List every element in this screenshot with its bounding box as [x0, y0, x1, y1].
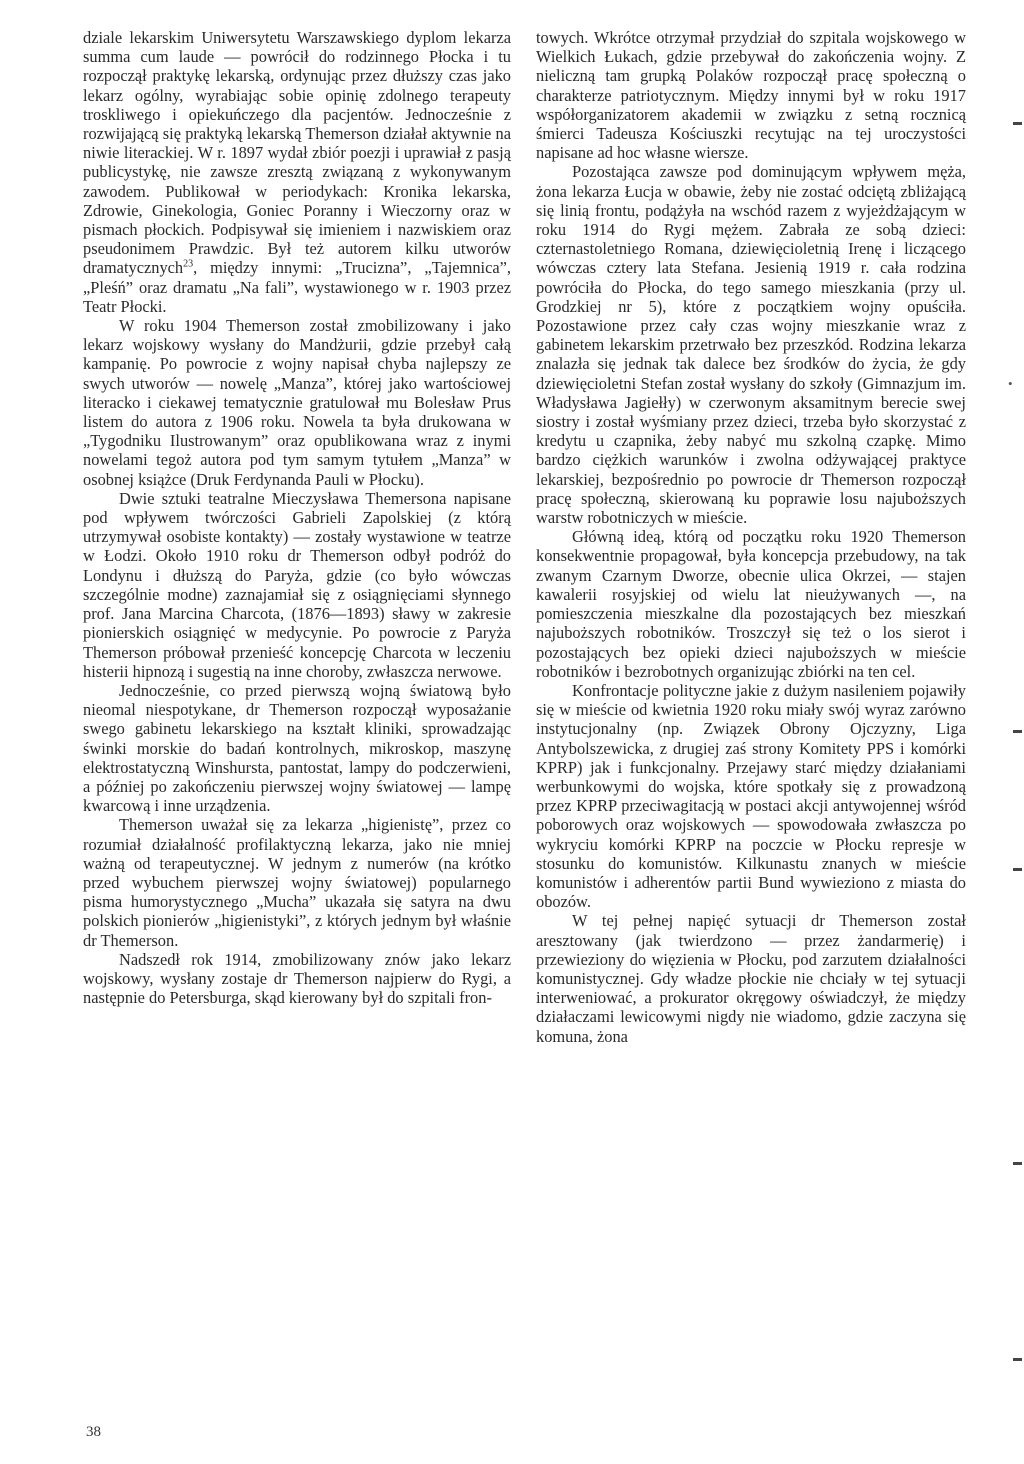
- paragraph: Konfrontacje polityczne jakie z dużym nasileniem pojawiły się w mieście od kwietnia 1920 roku miały swój wyraz zarówno instytucjonalny (np. Związek Obrony Ojczyzny, Liga Antybolszewicka, z drugiej zaś strony Komitety PPS i komórki KPRP) jak i funkcjonalny. Przejawy starć między działaniami werbunkowymi do wojska, które spotkały się z prowadzoną przez KPRP przeciwagitacją w postaci akcji antywojennej wśród poborowych oraz wojskowych — spowodowała zwłaszcza po wykryciu komórki KPRP na poczcie w Płocku represje w stosunku do komunistów. Kilkunastu znanych w mieście komunistów i adherentów partii Bund wywieziono z miasta do obozów.: [536, 680, 966, 912]
- paragraph: Dwie sztuki teatralne Mieczysława Themersona napisane pod wpływem twórczości Gabrieli Zapolskiej (z którą utrzymywał osobiste kontakty) — zostały wystawione w teatrze w Łodzi. Około 1910 roku dr Themerson odbył podróż do Londynu i dłuższą do Paryża, gdzie (co było wówczas szczególnie modne) zaznajamiał się z osiągnięciami słynnego prof. Jana Marcina Charcota, (1876—1893) sławy w zakresie pionierskich osiągnięć w medycynie. Po powrocie z Paryża Themerson próbował przenieść koncepcję Charcota w leczeniu histerii hipnozą i sugestią na inne choroby, zwłaszcza nerwowe.: [83, 488, 511, 681]
- page-number: 38: [86, 1424, 101, 1440]
- left-column: [83, 28, 511, 1007]
- paragraph: dziale lekarskim Uniwersytetu Warszawskiego dyplom lekarza summa cum laude — powrócił do rodzinnego Płocka i tu rozpoczął praktykę lekarską, ordynując przez dłuższy czas jako lekarz ogólny, wyrabiając sobie opinię zdolnego terapeuty troskliwego i opiekuńczego dla pacjentów. Jednocześnie z rozwijającą się praktyką lekarską Themerson działał aktywnie na niwie literackiej. W r. 1897 wydał zbiór poezji i uprawiał z pasją publicystykę, nie zawsze zresztą związaną z wykonywanym zawodem. Publikował w periodykach: Kronika lekarska, Zdrowie, Ginekologia, Goniec Poranny i Wieczorny oraz w pismach płockich. Podpisywał się imieniem i nazwiskiem oraz pseudonimem Prawdzic. Był też autorem kilku utworów dramatycznych$^{23}$, między innymi: „Trucizna”, „Tajemnica”, „Pleśń” oraz dramatu „Na fali”, wystawionego w r. 1903 przez Teatr Płocki.: [83, 28, 511, 316]
- margin-mark: [1013, 1358, 1022, 1361]
- paragraph: W roku 1904 Themerson został zmobilizowany i jako lekarz wojskowy wysłany do Mandżurii, gdzie przebył całą kampanię. Po powrocie z wojny napisał chyba najlepszy ze swych utworów — nowelę „Manza”, której jako wartościowej literacko i ciekawej tematycznie gratulował mu Bolesław Prus listem do autora z 1906 roku. Nowela ta była drukowana w „Tygodniku Ilustrowanym” oraz opublikowana wraz z inymi nowelami tegoż autora pod tym samym tytułem „Manza” w osobnej książce (Druk Ferdynanda Pauli w Płocku).: [83, 316, 511, 489]
- paragraph: towych. Wkrótce otrzymał przydział do szpitala wojskowego w Wielkich Łukach, gdzie przebywał do zakończenia wojny. Z nieliczną tam grupką Polaków rozpoczął pracę społeczną o charakterze patriotycznym. Między innymi był w roku 1917 współorganizatorem akademii w związku z setną rocznicą śmierci Tadeusza Kościuszki recytując na tej uroczystości napisane ad hoc własne wiersze.: [536, 28, 966, 163]
- paragraph: W tej pełnej napięć sytuacji dr Themerson został aresztowany (jak twierdzono — przez żandarmerię) i przewieziony do więzienia w Płocku, pod zarzutem działalności komunistycznej. Gdy władze płockie nie chciały w tej sytuacji interweniować, a prokurator okręgowy oświadczył, że między działaczami lewicowymi nigdy nie wiadomo, gdzie zaczyna się komuna, żona: [536, 911, 966, 1046]
- footnote-ref: 23: [183, 258, 194, 270]
- paragraph: Jednocześnie, co przed pierwszą wojną światową było nieomal niespotykane, dr Themerson rozpoczął wyposażanie swego gabinetu lekarskiego na kształt kliniki, sprowadzając świnki morskie do badań kontrolnych, mikroskop, maszynę elektrostatyczną Winshursta, pantostat, lampy do podczerwieni, a później po zakończeniu pierwszej wojny światowej — lampę kwarcową i inne urządzenia.: [83, 680, 511, 816]
- margin-mark: [1013, 730, 1022, 733]
- paragraph: Themerson uważał się za lekarza „higienistę”, przez co rozumiał działalność profilaktyczną lekarza, jako nie mniej ważną od terapeutycznej. W jednym z numerów (na krótko przed wybuchem pierwszej wojny światowej) popularnego pisma humorystycznego „Mucha” ukazała się satyra na dwu polskich pionierów „higienistyki”, z których jednym był właśnie dr Themerson.: [83, 815, 511, 950]
- paragraph: Pozostająca zawsze pod dominującym wpływem męża, żona lekarza Łucja w obawie, żeby nie zostać odciętą zbliżającą się linią frontu, podążyła na wschód razem z wyjeżdżającym w roku 1914 do Rygi mężem. Zabrała ze sobą dzieci: czternastoletniego Romana, dziewięcioletnią Irenę i liczącego wówczas cztery lata Stefana. Jesienią 1919 r. cała rodzina powróciła do Płocka, do tego samego mieszkania (przy ul. Grodzkiej nr 5), które z początkiem wojny opuściła. Pozostawione przez cały czas wojny mieszkanie wraz z gabinetem lekarskim przetrwało bez przeszkód. Rodzina lekarza znalazła się jednak tak dalece bez środków do życia, że gdy dziewięcioletni Stefan został wysłany do szkoły (Gimnazjum im. Władysława Jagiełły) w czerwonym aksamitnym berecie swej siostry i został wyśmiany przez dzieci, trzeba było skorzystać z kredytu u czapnika, żeby nabyć mu szkolną czapkę. Mimo bardzo ciężkich warunków i zwolna odżywającej praktyce lekarskiej, bezpośrednio po powrocie dr Themerson rozpoczął pracę społeczną, skierowaną ku poprawie losu najuboższych warstw robotniczych w mieście.: [536, 162, 966, 528]
- margin-mark: [1013, 122, 1022, 125]
- margin-mark: [1013, 868, 1022, 871]
- right-column: [536, 28, 966, 1046]
- paragraph: Główną ideą, którą od początku roku 1920 Themerson konsekwentnie propagował, była koncepcja przebudowy, na tak zwanym Czarnym Dworze, obecnie ulica Okrzei, — stajen kawalerii rosyjskiej od wielu lat nieużywanych —, na pomieszczenia mieszkalne dla pozostających bez mieszkań najuboższych robotników. Troszczył się też o los sierot i pozostających bez opieki dzieci najuboższych w mieście robotników i bezrobotnych organizując zbiórki na ten cel.: [536, 527, 966, 681]
- margin-mark: [1013, 1162, 1022, 1165]
- paragraph: Nadszedł rok 1914, zmobilizowany znów jako lekarz wojskowy, wysłany zostaje dr Themerson najpierw do Rygi, a następnie do Petersburga, skąd kierowany był do szpitali fron-: [83, 949, 511, 1008]
- margin-mark: •: [1008, 376, 1013, 391]
